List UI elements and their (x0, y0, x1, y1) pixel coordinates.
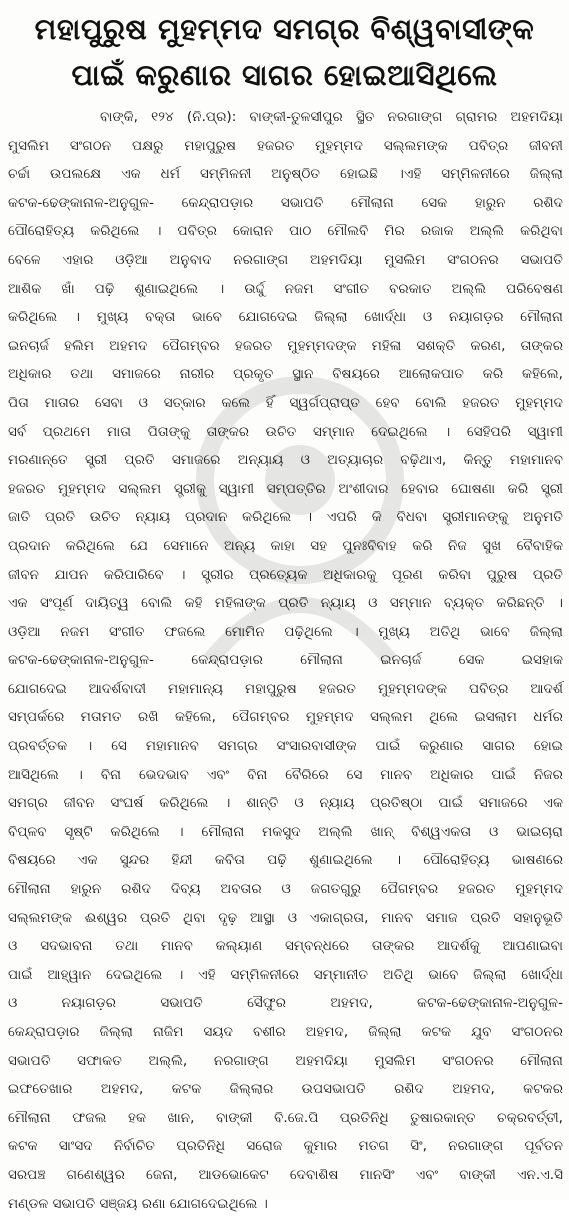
article-line: ବିପ୍ଳବ ସୃଷ୍ଟି କରିଥିଲେ । ମୌଲାନା ମକସୁଦ ଅଲ୍ଲି ଖାନ୍ ବିଶ୍ୱଏକତା ଓ ଭାଇଚାରା (8, 823, 563, 840)
article-line: ପ୍ରଦାନ କରିଥିଲେ ଯେ ସେମାନେ ଅନ୍ୟ କାହା ସହ ପୁନଃବିବାହ କରି ନିଜ ସୁଖ ବୈବାହିକ (8, 537, 563, 554)
article-line: ଇଫତେଖାର ଅହମଦ, କଟକ ଜିଲ୍ଲାର ଉପସଭାପତି ରଶିଦ ଅହମଦ, କଟକର (8, 1081, 563, 1098)
article-line: ହଜରତ ମୁହମ୍ମଦ ସଲ୍ଲମ ସ୍ତ୍ରୀକୁ ସ୍ୱାମୀ ସମ୍ପତ୍ତିର ଅଂଶୀଦାର ହେବାର ଘୋଷଣା କରି ସ୍ତ୍ରୀ (8, 480, 563, 497)
article-line: ପିତା ମାତାର ସେବା ଓ ସତ୍କାର କଲେ ହିଁ ସ୍ୱର୍ଗପ୍ରାପ୍ତ ହେବ ବୋଲି ହଜରତ ମୁହମ୍ମଦ (8, 394, 563, 411)
article-line: ସର୍ବ ପ୍ରଥମେ ମାତା ପିତାଙ୍କୁ ତାଙ୍କର ଉଚିତ ସମ୍ମାନ ଦେଇଥିଲେ । ସେହିପରି ସ୍ୱାମୀ (8, 423, 563, 440)
article-line: ବିଷୟରେ ଏକ ସୁନ୍ଦର ହିନ୍ଦୀ କବିତା ପଢ଼ି ଶୁଣାଇଥିଲେ । ପୌରୋହିତ୍ୟ ଭାଷଣରେ (8, 852, 563, 869)
article-line: ଓଡ଼ିଆ ନଜମ ସଂଗୀତ ଫଜଲେ ମୋମିନ ପଢ଼ିଥିଲେ । ମୁଖ୍ୟ ଅତିଥି ଭାବେ ଜିଲ୍ଲା (8, 623, 563, 640)
article-line: ଅଧିକାର ତଥା ସମାଜରେ ନାରୀର ପ୍ରକୃତ ସ୍ଥାନ ବିଷୟରେ ଆଲୋକପାତ କରି କହିଲେ, (8, 366, 563, 383)
article-line: ଓ ନୟାଗଡ଼ର ସଭାପତି ସୈଫୁର ଅହମଦ, କଟକ-ଢେଙ୍କାନାଳ-ଅନୁଗୁଳ- (8, 995, 563, 1012)
article-line: ଚର୍ଚ୍ଚା ଉପଲକ୍ଷେ ଏକ ଧର୍ମ ସମ୍ମିଳନୀ ଅନୁଷ୍ଠିତ ହୋଇଛି ।ଏହି ସମ୍ମିଳନୀରେ ଜିଲ୍ଲା (8, 166, 563, 183)
article-line: ବେଳେ ଏହାର ଓଡ଼ିଆ ଅନୁବାଦ ନରଗାଙ୍ଗ ଅହମଦିୟା ମୁସଲିମ ସଂଗଠନର ସଭାପତି (8, 251, 563, 268)
article-line: କରିଥିଲେ । ମୁଖ୍ୟ ବକ୍ତା ଭାବେ ଯୋଗଦେଇ ଜିଲ୍ଲା ଖୋର୍ଦ୍ଧା ଓ ନୟାଗଡ଼ର ମୌଲାନା (8, 309, 563, 326)
article-line: ଇନଚାର୍ଜ ହଲିମ ଅହମଦ ପୈଗମ୍ବର ହଜରତ ମୁହମ୍ମଦଙ୍କ ମହିଳା ସଶକ୍ତି କରଣ, ତାଙ୍କର (8, 337, 563, 354)
article-line: ମୁସଲିମ ସଂଗଠନ ପକ୍ଷରୁ ମହାପୁରୁଷ ହଜରତ ମୁହମ୍ମଦ ସଲ୍ଲମଙ୍କ ପବିତ୍ର ଜୀବନୀ (8, 137, 563, 154)
article-line: ମୌଲାନା ହାରୁନ ରଶିଦ ଦିବ୍ୟ ଅବତାର ଓ ଜଗତଗୁରୁ ପୈଗମ୍ବର ହଜରତ ମୁହମ୍ମଦ (8, 881, 563, 898)
article-line: ଏକ ସଂପୂର୍ଣ ଦାୟିତ୍ୱ ବୋଲି କହି ମହିଳାଙ୍କ ପ୍ରତି ନ୍ୟାୟ ଓ ସମ୍ମାନ ବ୍ୟକ୍ତ କରିଛନ୍ତି । (8, 595, 563, 612)
article-line: ପୌରୋହିତ୍ୟ କରିଥିଲେ । ପବିତ୍ର କୋରାନ ପାଠ ମୌଲବି ମିର ରଜାକ ଅଲ୍ଲି କରିଥିବା (8, 223, 563, 240)
article-line: ମୌଲାନା ଫଜଲ ହକ ଖାନ, ବାଙ୍କୀ ବି.ଜେ.ପି ପ୍ରତିନିଧି ତୁଷାରକାନ୍ତ ଚକ୍ରବର୍ତ୍ତୀ, (8, 1109, 563, 1126)
article-line: ଆଶିକ ଖାଁ ପଢ଼ି ଶୁଣାଇଥିଲେ । ଉର୍ଦ୍ଦୁ ନଜମ ସଂଗୀତ ବରକାତ ଅଲ୍ଲି ପରିବେଷଣ (8, 280, 563, 297)
article-line: ବାଙ୍କି, ୧୨୪ (ନି.ପ୍ର): ବାଙ୍କୀ-ତୁଳସୀପୁର ସ୍ଥିତ ନରଗାଙ୍ଗ ଗ୍ରାମର ଅହମଦିୟା (100, 109, 563, 125)
article-line: ଯୋଗଦେଇ ଆଦର୍ଶବାଦୀ ମହାମାନ୍ୟ ମହାପୁରୁଷ ହଜରତ ମୁହମ୍ମଦଙ୍କ ପବିତ୍ର ଆଦର୍ଶ (8, 680, 563, 697)
article-line: ପ୍ରବର୍ତ୍ତକ । ସେ ମହାମାନବ ସମଗ୍ର ସଂସାରବାସୀଙ୍କ ପାଇଁ କରୁଣାର ସାଗର ହୋଇ (8, 738, 563, 755)
article-body (8, 103, 563, 1218)
article-line: ଜୀବନ ଯାପନ କରିପାରିବେ । ସ୍ତ୍ରୀର ପ୍ରତ୍ୟେକ ଅଧିକାରକୁ ପୂରଣ କରିବା ପୁରୁଷ ପ୍ରତି (8, 566, 563, 583)
article-line: ଜାତି ପ୍ରତି ଉଚିତ ନ୍ୟାୟ ପ୍ରଦାନ କରିଥିଲେ । ଏପରି କି ବିଧବା ସ୍ତ୍ରୀମାନଙ୍କୁ ଅନୁମତି (8, 509, 563, 526)
article-line: ମଣ୍ଡଳ ସଭାପତି ସଞ୍ଜୟ ରଣା ଯୋଗଦେଇଥିଲେ । (8, 1195, 268, 1212)
article-line: ସରପଞ୍ଚ ଗଣେଶ୍ୱର ଜେନା, ଆଡଭୋକେଟ ଦେବାଶିଷ ମାନସିଂ ଏବଂ ବାଙ୍କୀ ଏନ.ଏ.ସି (8, 1166, 563, 1183)
article-line: ଓ ସଦଭାବନା ତଥା ମାନବ କଲ୍ୟାଣ ସମ୍ବନ୍ଧରେ ତାଙ୍କର ଆଦର୍ଶକୁ ଆପଣାଇବା (8, 938, 563, 955)
article-line: କଟକ-ଢେଙ୍କାନାଳ-ଅନୁଗୁଳ- କେନ୍ଦ୍ରାପଡ଼ାର ସଭାପତି ମୌଲାନା ସେକ ହାରୁନ ରଶିଦ (8, 194, 563, 211)
article-line: ସମଗ୍ର ଜୀବନ ସଂଘର୍ଷ କରିଥିଲେ । ଶାନ୍ତି ଓ ନ୍ୟାୟ ପ୍ରତିଷ୍ଠା ପାଇଁ ସମାଜରେ ଏକ (8, 795, 563, 812)
headline-line-1: ମହାପୁରୁଷ ମୁହମ୍ମଦ ସମଗ୍ର ବିଶ୍ୱବାସୀଙ୍କ (34, 12, 535, 46)
article-line: ପାଇଁ ଆହ୍ୱାନ ଦେଇଥିଲେ । ଏହି ସମ୍ମିଳନୀରେ ସମ୍ମାନୀତ ଅତିଥି ଭାବେ ଜିଲ୍ଲା ଖୋର୍ଦ୍ଧା (8, 966, 563, 983)
article-line: କଟକ ସାଂସଦ ନିର୍ବାଚିତ ପ୍ରତିନିଧି ସରୋଜ କୁମାର ମତଗ ସିଂ, ନରଗାଙ୍ଗ ପୂର୍ବତନ (8, 1138, 563, 1155)
headline (8, 6, 561, 98)
headline-line-2: ପାଇଁ କରୁଣାର ସାଗର ହୋଇଆସିଥିଲେ (71, 58, 498, 92)
article-line: ମରଣାନ୍ତେ ସ୍ତ୍ରୀ ପ୍ରତି ସମାଜରେ ଅନ୍ୟାୟ ଓ ଅତ୍ୟାଚାର ବଢ଼ିଥାଏ, କିନ୍ତୁ ମହାମାନବ (8, 452, 563, 469)
article-line: ସମ୍ପର୍କରେ ମତାମତ ରଖି କହିଲେ, ପୈଗମ୍ବର ମୁହମ୍ମଦ ସଲ୍ଲମ ଥିଲେ ଇସଲାମ ଧର୍ମର (8, 709, 563, 726)
article-line: ଆସିଥିଲେ । ବିନା ଭେଦଭାବ ଏବଂ ବିନା ବୈରିରେ ସେ ମାନବ ଅଧିକାର ପାଇଁ ନିଜର (8, 766, 563, 783)
article-line: ସଲ୍ଲମଙ୍କ ଈଶ୍ୱର ପ୍ରତି ଥିବା ଦୃଢ଼ ଆସ୍ଥା ଓ ଏକାଗ୍ରତା, ମାନବ ସମାଜ ପ୍ରତି ସହାନୁଭୂତି (8, 909, 563, 926)
article-line: କଟକ-ଢେଙ୍କାନାଳ-ଅନୁଗୁଳ- କେନ୍ଦ୍ରାପଡ଼ାର ମୌଲାନା ଇନଚାର୍ଜ ସେକ ଇସହାକ (8, 652, 563, 669)
article-line: ସଭାପତି ସଫାକତ ଅଲ୍ଲି, ନରଗାଙ୍ଗ ଅହମଦିୟା ମୁସଲିମ ସଂଗଠନର ମୌଲାନା (8, 1052, 563, 1069)
article-line: କେନ୍ଦ୍ରାପଡ଼ାର ଜିଲ୍ଲା ନାଜିମ ସୟଦ ବଶୀର ଅହମଦ, ଜିଲ୍ଲା କଟକ ଯୁବ ସଂଗଠନର (8, 1024, 563, 1040)
